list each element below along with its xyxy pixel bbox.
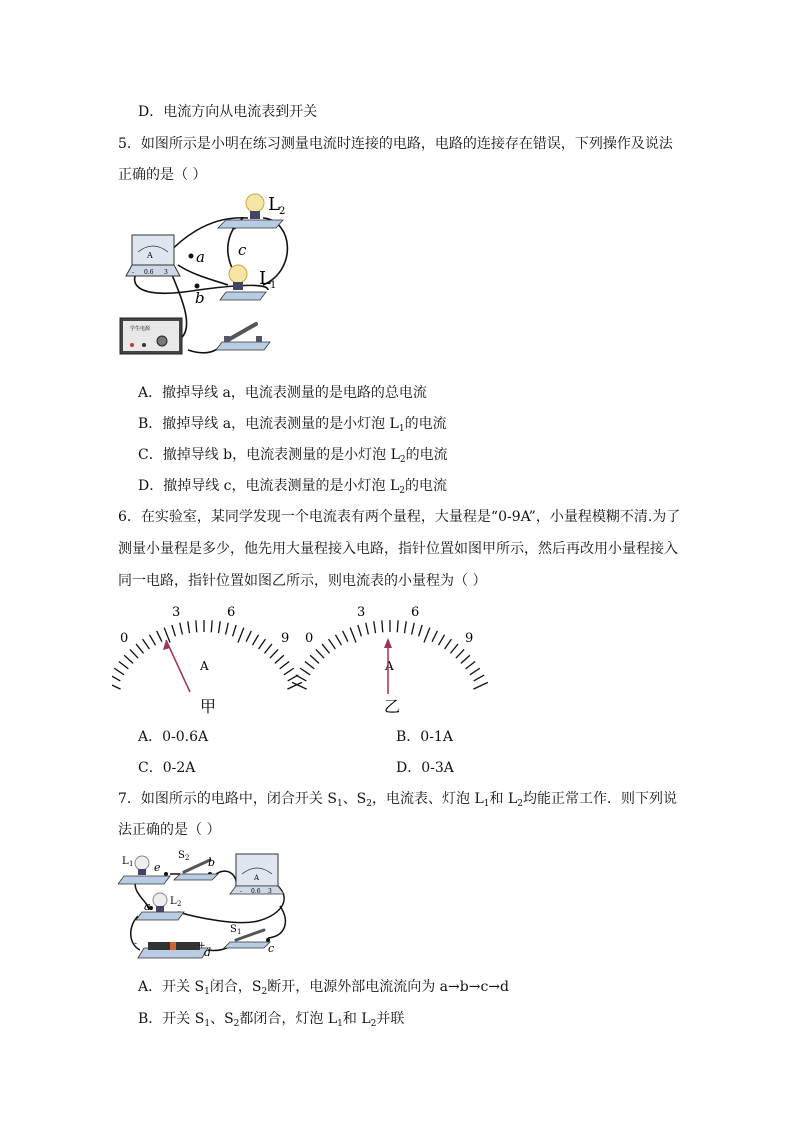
dial-tick	[275, 655, 284, 663]
q5-point-b	[195, 284, 200, 289]
q5-label-b: b	[195, 289, 205, 307]
q5-option-b-text-end: 的电流	[404, 416, 447, 432]
q7-ammeter-term-3: 3	[268, 888, 272, 895]
q7-option-b-text: 都闭合，灯泡 L	[239, 1011, 338, 1027]
dial-tick	[280, 662, 289, 669]
dial-tick	[119, 662, 128, 669]
dial-tick	[296, 675, 306, 681]
q6-dial-jia	[112, 620, 302, 689]
q5-stem-line2: 正确的是（ ）	[118, 167, 207, 183]
dial-tick	[270, 649, 278, 658]
q7-l1-label: L	[122, 856, 129, 867]
q6-dial-yi	[292, 620, 488, 689]
q5-power-supply	[120, 318, 182, 354]
q7-stem-part: ，电流表、灯泡 L	[372, 791, 484, 807]
dial-tick	[172, 625, 176, 636]
q7-option-a[interactable]	[138, 977, 509, 997]
dial-tick	[329, 639, 336, 649]
q6-yi-label-6: 6	[411, 605, 420, 620]
q7-option-a-sub: 1	[204, 987, 210, 997]
dial-tick	[196, 620, 197, 632]
dial-tick	[233, 625, 237, 636]
q6-option-a[interactable]: A．0-0.6A	[138, 729, 209, 745]
dial-tick	[316, 649, 324, 658]
q6-caption-jia: 甲	[200, 697, 217, 716]
q5-lamp-l1-label: L	[259, 268, 271, 289]
dial-tick	[157, 631, 162, 642]
dial-tick	[112, 675, 120, 681]
dial-tick	[238, 628, 244, 643]
q7-ammeter	[230, 854, 284, 895]
q6-stem-line3: 同一电路，指针位置如图乙所示，则电流表的小量程为（ ）	[118, 573, 487, 589]
q5-stem-line1: 5．如图所示是小明在练习测量电流时连接的电路，电路的连接存在错误，下列操作及说法	[118, 136, 673, 152]
q7-l2-sub: 2	[177, 900, 182, 908]
q7-option-b-text: B．开关 S	[138, 1011, 205, 1027]
q5-label-a: a	[196, 248, 205, 266]
q7-s1-label: S	[230, 924, 237, 935]
dial-tick	[374, 621, 376, 633]
q5-lamp-l2-label: L	[268, 194, 280, 215]
dial-tick	[310, 655, 319, 663]
q5-option-d-text: D．撤掉导线 c，电流表测量的是小灯泡 L	[138, 478, 400, 494]
dial-tick	[143, 639, 150, 649]
dial-tick	[124, 655, 133, 663]
dial-tick	[445, 639, 452, 649]
q6-stem-line1: 6．在实验室，某同学发现一个电流表有两个量程，大量程是“0-9A”，小量程模糊不清.为了	[118, 509, 681, 525]
q5-option-d-sub: 2	[399, 486, 405, 496]
dial-tick	[136, 644, 144, 653]
q6-option-b[interactable]: B．0-1A	[396, 729, 453, 745]
q7-stem-sub: 1	[336, 799, 343, 809]
q5-lamp-l2-sub: 2	[279, 206, 286, 217]
dial-tick	[419, 625, 423, 636]
q7-point-e: e	[154, 861, 161, 874]
dial-tick	[112, 682, 121, 689]
q7-battery-plus: +	[198, 941, 206, 951]
dial-tick	[350, 628, 356, 643]
dial-tick	[264, 644, 272, 653]
q7-stem-part: 、S	[342, 791, 367, 807]
q7-ammeter-term-neg: -	[240, 888, 243, 895]
q7-s2-sub: 2	[185, 854, 190, 862]
q5-ammeter-label: A	[147, 251, 153, 260]
q7-battery-minus: -	[134, 939, 138, 949]
q6-yi-label-3: 3	[357, 605, 366, 620]
q7-ammeter-term-06: 0.6	[251, 888, 261, 895]
q7-point-b: b	[208, 856, 216, 869]
q5-option-a[interactable]: A．撤掉导线 a，电流表测量的是电路的总电流	[138, 385, 427, 401]
q7-circuit-figure	[118, 846, 298, 964]
dial-tick	[412, 623, 415, 635]
dial-tick	[305, 662, 314, 669]
dial-tick	[114, 668, 124, 675]
q7-option-a-text: 断开，电源外部电流流向为 a→b→c→d	[267, 979, 509, 995]
q5-lamp-l2	[218, 194, 285, 228]
q7-stem-sub: 1	[483, 799, 490, 809]
dial-tick	[180, 623, 183, 635]
q7-s2-label: S	[178, 850, 185, 861]
q6-jia-label-3: 3	[172, 605, 181, 620]
q6-dials-figure	[112, 598, 492, 720]
q6-yi-unit: A	[385, 659, 394, 673]
q7-option-b-sub: 2	[233, 1019, 240, 1029]
q7-stem-part: 和 L	[489, 791, 518, 807]
dial-tick	[300, 668, 310, 675]
q7-option-b-text: 和 L	[342, 1011, 371, 1027]
q6-jia-label-6: 6	[227, 605, 236, 620]
dial-tick	[335, 635, 341, 645]
dial-tick	[188, 621, 190, 633]
q7-ammeter-label: A	[254, 874, 260, 882]
q7-point-d: d	[204, 946, 212, 959]
dial-tick	[149, 635, 155, 645]
dial-tick	[438, 635, 444, 645]
q7-stem-sub: 2	[366, 799, 373, 809]
dial-tick	[432, 631, 437, 642]
q7-option-a-text: 闭合，S	[209, 979, 262, 995]
q6-yi-label-0: 0	[305, 631, 314, 646]
q5-option-c-sub: 2	[399, 455, 406, 465]
q7-option-b-sub: 1	[337, 1019, 343, 1029]
dial-tick	[474, 675, 484, 681]
dial-tick	[382, 620, 383, 632]
q6-jia-pointer	[163, 640, 190, 692]
q6-caption-yi: 乙	[384, 697, 401, 716]
q6-stem-line2: 测量小量程是多少，他先用大量程接入电路，指针位置如图甲所示，然后再改用小量程接入	[118, 541, 678, 557]
dial-tick	[470, 668, 480, 675]
q7-option-b[interactable]	[138, 1009, 404, 1029]
q7-l1-sub: 1	[129, 860, 134, 868]
dial-tick	[397, 620, 398, 632]
q5-ammeter	[126, 235, 180, 276]
q5-circuit-figure	[118, 190, 298, 360]
q5-option-c-text-end: 的电流	[405, 447, 448, 463]
q7-option-a-text: A．开关 S	[138, 979, 205, 995]
q7-option-b-text: 、S	[210, 1011, 234, 1027]
q5-option-c-text: C．撤掉导线 b，电流表测量的是小灯泡 L	[138, 447, 400, 463]
dial-tick	[259, 639, 266, 649]
q5-ammeter-terminal-3: 3	[164, 269, 168, 276]
q7-l2-label: L	[170, 896, 177, 907]
q5-point-a	[189, 254, 194, 259]
q4-option-d[interactable]: D．电流方向从电流表到开关	[138, 104, 318, 120]
dial-tick	[164, 628, 170, 643]
q7-point-c: c	[268, 942, 275, 955]
q5-label-c: c	[238, 241, 247, 259]
dial-tick	[218, 621, 220, 633]
q5-option-b[interactable]	[138, 414, 447, 434]
q7-option-b-text: 并联	[376, 1011, 405, 1027]
dial-tick	[284, 668, 294, 675]
q7-lamp-l2	[136, 893, 184, 920]
dial-tick	[226, 623, 229, 635]
q7-stem-line2: 法正确的是（ ）	[118, 822, 221, 838]
dial-tick	[366, 623, 369, 635]
dial-tick	[358, 625, 362, 636]
q7-stem-part: 7．如图所示的电路中，闭合开关 S	[118, 791, 337, 807]
q7-switch-s2	[174, 850, 218, 880]
q7-option-b-sub: 1	[204, 1019, 211, 1029]
q7-stem-line1	[118, 789, 677, 809]
dial-tick	[130, 649, 138, 658]
q5-option-b-sub: 1	[398, 424, 405, 434]
dial-tick	[404, 621, 406, 633]
q7-option-b-sub: 2	[370, 1019, 377, 1029]
q5-option-b-text: B．撤掉导线 a，电流表测量的是小灯泡 L	[138, 416, 399, 432]
q6-option-c[interactable]: C．0-2A	[138, 760, 196, 776]
q7-battery	[134, 939, 211, 959]
q5-power-supply-label: 学生电源	[130, 326, 151, 332]
q7-s1-sub: 1	[237, 928, 242, 936]
dial-tick	[424, 628, 430, 643]
q6-option-d[interactable]: D．0-3A	[396, 760, 454, 776]
dial-tick	[211, 620, 212, 632]
dial-tick	[450, 644, 458, 653]
q5-option-d-text-end: 的电流	[405, 478, 447, 494]
q7-lamp-l1	[118, 856, 170, 884]
q5-option-d[interactable]	[138, 476, 447, 496]
q6-jia-label-0: 0	[120, 631, 129, 646]
dial-tick	[461, 655, 470, 663]
dial-tick	[466, 662, 475, 669]
q5-ammeter-terminal-neg: -	[132, 269, 135, 276]
q5-lamp-l1	[220, 265, 276, 300]
q5-option-c[interactable]	[138, 445, 448, 465]
q6-yi-label-9: 9	[465, 631, 474, 646]
dial-tick	[473, 682, 488, 689]
q7-option-a-sub: 2	[261, 987, 268, 997]
q7-stem-sub: 2	[517, 799, 523, 809]
q7-stem-part: 均能正常工作．则下列说	[522, 791, 677, 807]
q5-switch	[216, 324, 270, 350]
q6-jia-unit: A	[200, 659, 209, 673]
dial-tick	[322, 644, 330, 653]
q7-point-a: a	[144, 900, 151, 913]
q5-lamp-l1-sub: 1	[270, 280, 277, 291]
dial-tick	[456, 649, 464, 658]
dial-tick	[343, 631, 348, 642]
dial-tick	[252, 635, 258, 645]
dial-tick	[246, 631, 251, 642]
q6-jia-label-9: 9	[281, 631, 290, 646]
q5-ammeter-terminal-06: 0.6	[144, 269, 154, 276]
